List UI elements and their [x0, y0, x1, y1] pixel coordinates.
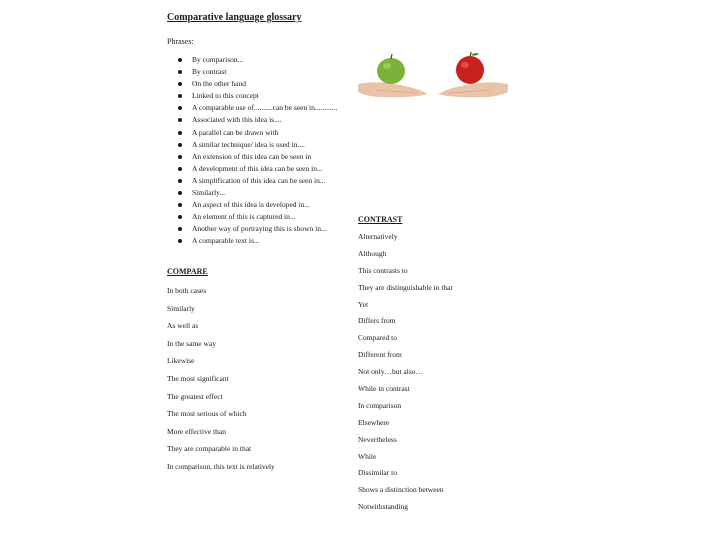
list-item-text: An extension of this idea can be seen in — [192, 151, 312, 161]
list-item — [358, 350, 453, 367]
list-item-text: They are distinguishable in that — [358, 282, 453, 292]
page-title: Comparative language glossary — [167, 12, 302, 23]
bullet-icon — [178, 227, 182, 231]
list-item-text: Although — [358, 248, 387, 258]
list-item-text: This contrasts to — [358, 265, 408, 275]
list-item — [167, 462, 275, 480]
bullet-icon — [178, 215, 182, 219]
list-item-text: Elsewhere — [358, 417, 390, 427]
list-item-text: A parallel can be drawn with — [192, 127, 279, 137]
list-item — [178, 90, 337, 102]
list-item — [358, 249, 453, 266]
list-item-text: Different from — [358, 350, 402, 360]
bullet-icon — [178, 191, 182, 195]
list-item — [178, 235, 337, 247]
list-item-text: Yet — [358, 299, 369, 309]
list-item-text: A comparable text is... — [192, 236, 260, 246]
list-item — [167, 392, 275, 410]
list-item-text: The most serious of which — [167, 409, 247, 419]
list-item — [358, 283, 453, 300]
list-item-text: By comparison... — [192, 55, 244, 64]
list-item — [358, 266, 453, 283]
list-item-text: Similarly — [167, 303, 195, 313]
list-item-text: While in contrast — [358, 384, 410, 394]
list-item-text: Alternatively — [358, 232, 398, 241]
list-item-text: Nevertheless — [358, 434, 397, 444]
bullet-icon — [178, 155, 182, 159]
list-item — [167, 356, 275, 374]
compare-heading: COMPARE — [167, 267, 208, 276]
list-item — [167, 409, 275, 427]
list-item — [358, 468, 453, 485]
list-item-text: They are comparable in that — [167, 444, 252, 454]
list-item — [358, 435, 453, 452]
list-item-text: The greatest effect — [167, 391, 223, 401]
list-item-text: Dissimilar to — [358, 468, 397, 478]
list-item — [178, 223, 337, 235]
contrast-heading: CONTRAST — [358, 215, 403, 224]
list-item — [178, 66, 337, 78]
list-item — [167, 444, 275, 462]
list-item-text: By contrast — [192, 67, 227, 77]
list-item-text: On the other hand — [192, 79, 246, 89]
list-item — [358, 452, 453, 469]
list-item-text: Similarly... — [192, 188, 226, 198]
bullet-icon — [178, 106, 182, 110]
list-item-text: In comparison — [358, 400, 402, 410]
list-item-text: The most significant — [167, 373, 229, 383]
list-item-text: In the same way — [167, 338, 216, 348]
list-item — [358, 367, 453, 384]
list-item-text: An element of this is captured in... — [192, 212, 296, 222]
list-item — [358, 418, 453, 435]
apples-in-hands-icon — [358, 50, 508, 102]
bullet-icon — [178, 118, 182, 122]
list-item — [178, 151, 337, 163]
list-item — [358, 316, 453, 333]
list-item — [167, 374, 275, 392]
list-item — [178, 211, 337, 223]
list-item-text: A similar technique/ idea is used in.... — [192, 139, 305, 149]
list-item-text: Likewise — [167, 356, 195, 366]
bullet-icon — [178, 239, 182, 243]
bullet-icon — [178, 143, 182, 147]
bullet-icon — [178, 179, 182, 183]
phrases-heading: Phrases: — [167, 37, 194, 46]
list-item — [358, 232, 453, 249]
list-item-text: A comparable use of..........can be seen in............ — [192, 103, 338, 113]
bullet-icon — [178, 82, 182, 86]
list-item — [358, 384, 453, 401]
bullet-icon — [178, 94, 182, 98]
list-item-text: In both cases — [167, 286, 207, 295]
list-item — [178, 199, 337, 211]
list-item — [167, 304, 275, 322]
list-item — [358, 401, 453, 418]
list-item — [358, 502, 453, 519]
list-item — [178, 78, 337, 90]
list-item-text: A development of this idea can be seen in... — [192, 163, 323, 173]
list-item — [358, 300, 453, 317]
list-item — [167, 427, 275, 445]
list-item — [178, 139, 337, 151]
list-item — [358, 485, 453, 502]
list-item-text: Shows a distinction between — [358, 485, 444, 495]
list-item-text: In comparison, this text is relatively — [167, 461, 275, 471]
bullet-icon — [178, 167, 182, 171]
list-item-text: Associated with this idea is.... — [192, 115, 282, 125]
list-item — [178, 127, 337, 139]
bullet-icon — [178, 203, 182, 207]
list-item-text: More effective than — [167, 426, 227, 436]
list-item-text: Not only…but also… — [358, 367, 423, 377]
list-item — [167, 286, 275, 304]
list-item — [178, 163, 337, 175]
list-item-text: Differs from — [358, 316, 396, 326]
bullet-icon — [178, 58, 182, 62]
list-item-text: While — [358, 451, 377, 461]
list-item-text: Compared to — [358, 333, 397, 343]
list-item-text: As well as — [167, 321, 199, 331]
list-item — [167, 321, 275, 339]
contrast-list — [358, 232, 453, 519]
list-item — [178, 114, 337, 126]
list-item — [167, 339, 275, 357]
list-item — [178, 54, 337, 66]
list-item — [178, 102, 337, 114]
list-item-text: Another way of portraying this is shown in... — [192, 224, 327, 234]
list-item-text: Notwithstanding — [358, 502, 408, 512]
list-item — [178, 187, 337, 199]
list-item-text: A simplification of this idea can be seen in... — [192, 175, 326, 185]
bullet-icon — [178, 70, 182, 74]
list-item — [178, 175, 337, 187]
compare-list — [167, 286, 275, 480]
list-item — [358, 333, 453, 350]
phrases-list — [178, 54, 337, 248]
list-item-text: An aspect of this idea is developed in... — [192, 200, 310, 210]
list-item-text: Linked to this concept — [192, 91, 259, 101]
bullet-icon — [178, 131, 182, 135]
